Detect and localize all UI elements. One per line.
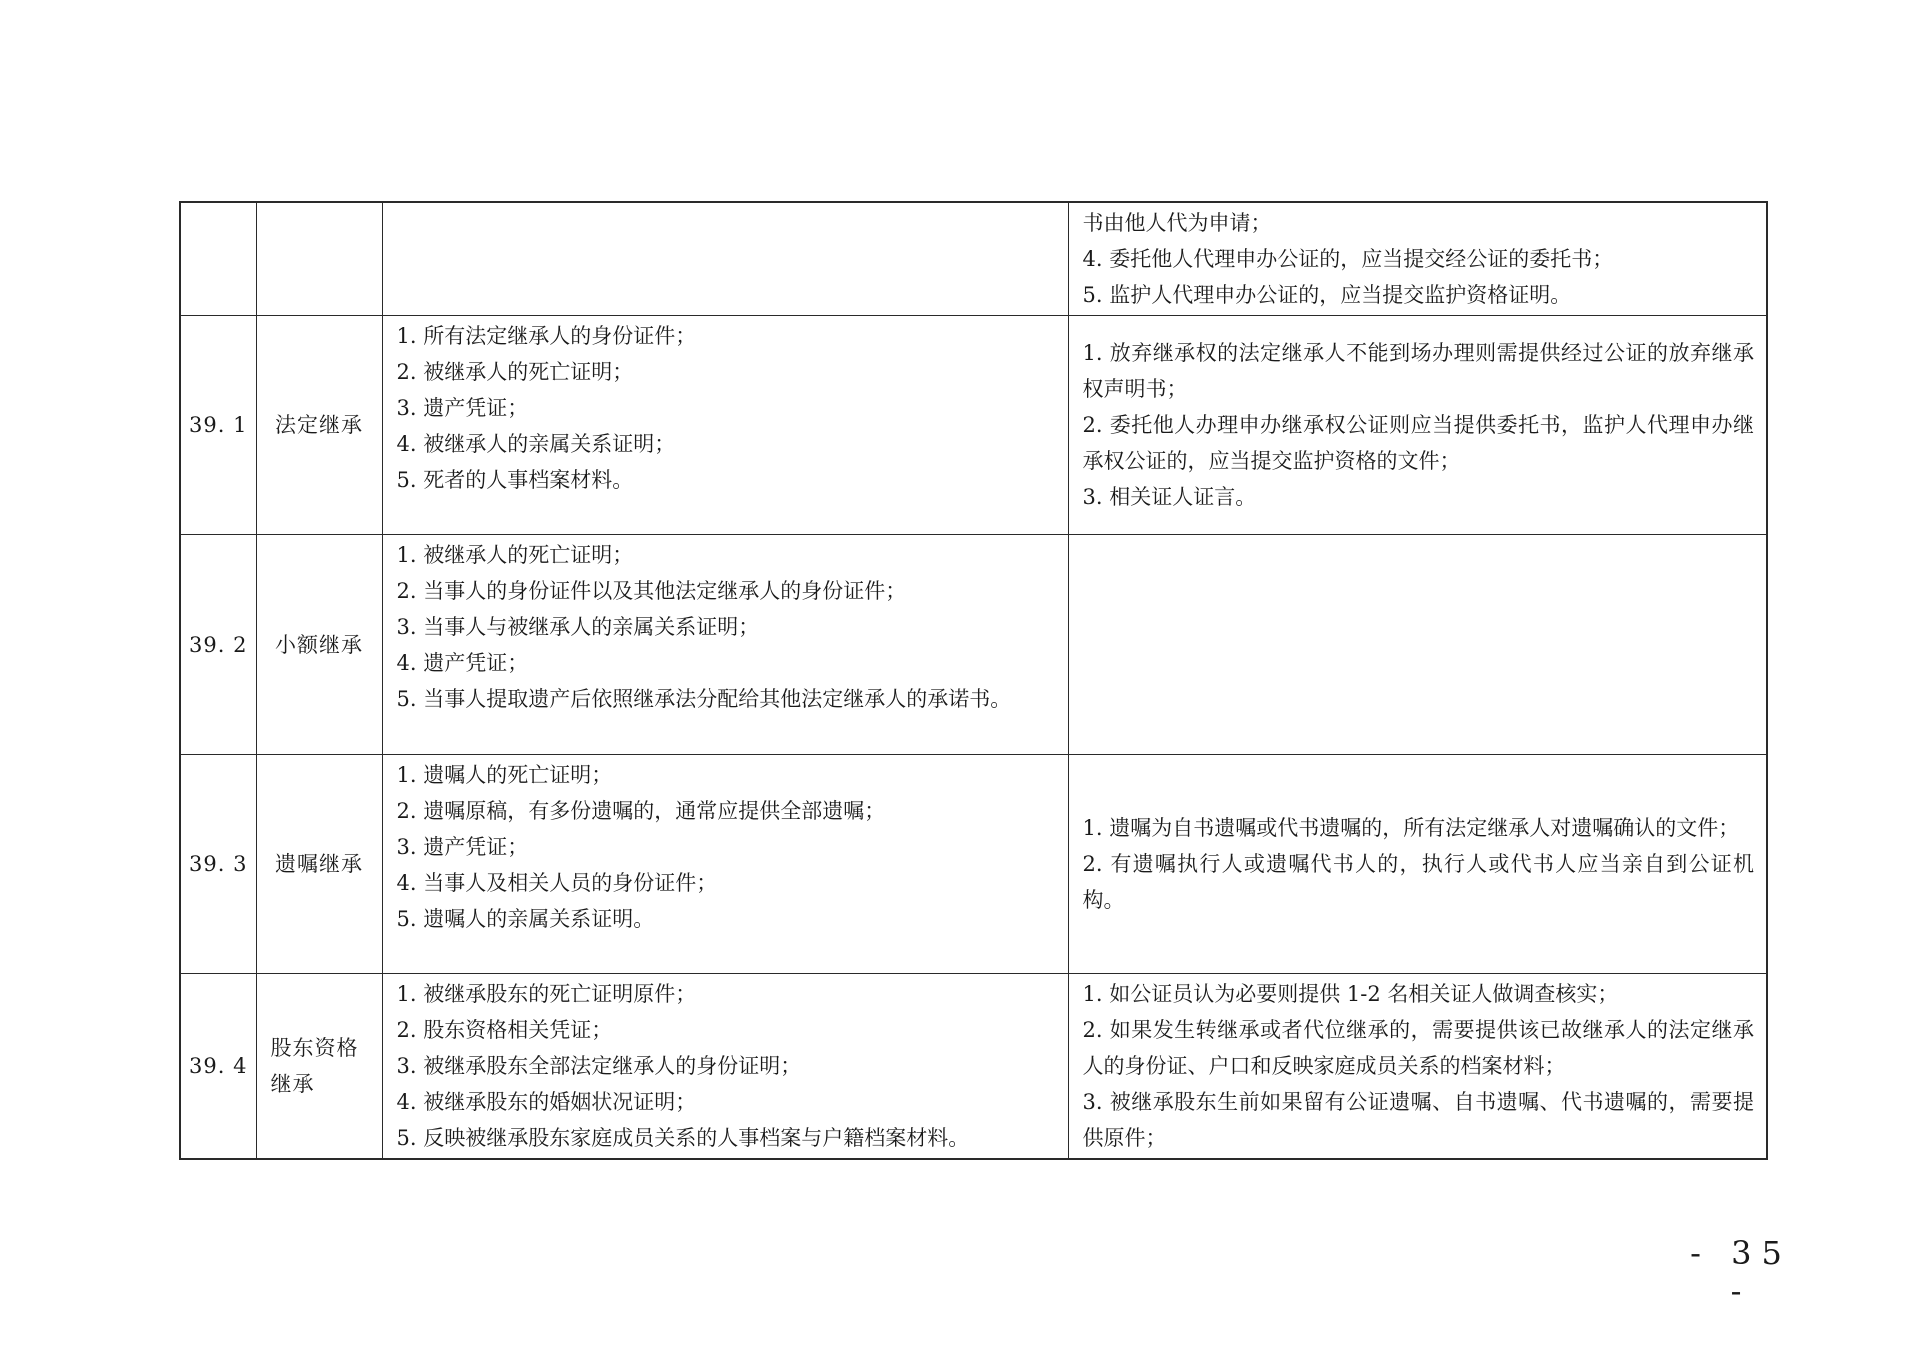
note-line: 1. 如公证员认为必要则提供 1-2 名相关证人做调查核实； [1082,982,1619,1006]
notes-cell [1068,755,1767,974]
item-name: 小额继承 [256,535,382,755]
table-row [180,316,1767,535]
item-number: 39. 4 [180,974,256,1160]
table-row [180,974,1767,1160]
note-line: 3. 相关证人证言。 [1082,485,1257,509]
note-line: 4. 委托他人代理申办公证的，应当提交经公证的委托书； [1082,247,1614,271]
material-line: 1. 被继承人的死亡证明； [396,543,634,567]
note-line: 2. 有遗嘱执行人或遗嘱代书人的，执行人或代书人应当亲自到公证机构。 [1082,852,1754,912]
material-line: 1. 遗嘱人的死亡证明； [396,763,613,787]
note-line: 1. 遗嘱为自书遗嘱或代书遗嘱的，所有法定继承人对遗嘱确认的文件； [1082,816,1740,840]
material-line: 5. 死者的人事档案材料。 [396,468,634,492]
note-line: 书由他人代为申请； [1082,211,1272,235]
note-line: 3. 被继承股东生前如果留有公证遗嘱、自书遗嘱、代书遗嘱的，需要提供原件； [1082,1090,1754,1150]
item-number [180,202,256,316]
material-line: 5. 反映被继承股东家庭成员关系的人事档案与户籍档案材料。 [396,1126,970,1150]
material-line: 3. 被继承股东全部法定继承人的身份证明； [396,1054,802,1078]
materials-cell [382,974,1068,1160]
page-number: - 35 - [1690,1234,1792,1310]
material-line: 5. 遗嘱人的亲属关系证明。 [396,907,655,931]
material-line: 4. 遗产凭证； [396,651,529,675]
requirements-table [179,201,1768,1160]
material-line: 2. 被继承人的死亡证明； [396,360,634,384]
material-line: 4. 被继承股东的婚姻状况证明； [396,1090,697,1114]
item-number: 39. 1 [180,316,256,535]
materials-cell [382,202,1068,316]
note-line: 1. 放弃继承权的法定继承人不能到场办理则需提供经过公证的放弃继承权声明书； [1082,341,1754,401]
material-line: 3. 遗产凭证； [396,835,529,859]
item-name: 股东资格继承 [256,974,382,1160]
item-number: 39. 2 [180,535,256,755]
item-name: 法定继承 [256,316,382,535]
item-name: 遗嘱继承 [256,755,382,974]
notes-cell [1068,316,1767,535]
notes-cell [1068,535,1767,755]
material-line: 3. 遗产凭证； [396,396,529,420]
material-line: 2. 当事人的身份证件以及其他法定继承人的身份证件； [396,579,907,603]
table-row [180,755,1767,974]
note-line: 2. 委托他人办理申办继承权公证则应当提供委托书，监护人代理申办继承权公证的，应当提交监护资格的文件； [1082,413,1754,473]
item-name [256,202,382,316]
materials-cell [382,316,1068,535]
materials-cell [382,535,1068,755]
material-line: 5. 当事人提取遗产后依照继承法分配给其他法定继承人的承诺书。 [396,687,1012,711]
materials-cell [382,755,1068,974]
material-line: 4. 当事人及相关人员的身份证件； [396,871,718,895]
table-row [180,202,1767,316]
item-number: 39. 3 [180,755,256,974]
material-line: 2. 遗嘱原稿，有多份遗嘱的，通常应提供全部遗嘱； [396,799,886,823]
material-line: 1. 所有法定继承人的身份证件； [396,324,697,348]
notes-cell [1068,974,1767,1160]
material-line: 4. 被继承人的亲属关系证明； [396,432,676,456]
note-line: 5. 监护人代理申办公证的，应当提交监护资格证明。 [1082,283,1572,307]
material-line: 2. 股东资格相关凭证； [396,1018,613,1042]
material-line: 3. 当事人与被继承人的亲属关系证明； [396,615,760,639]
notes-cell [1068,202,1767,316]
material-line: 1. 被继承股东的死亡证明原件； [396,982,697,1006]
table-row [180,535,1767,755]
note-line: 2. 如果发生转继承或者代位继承的，需要提供该已故继承人的法定继承人的身份证、户口和反映家庭成员关系的档案材料； [1082,1018,1754,1078]
